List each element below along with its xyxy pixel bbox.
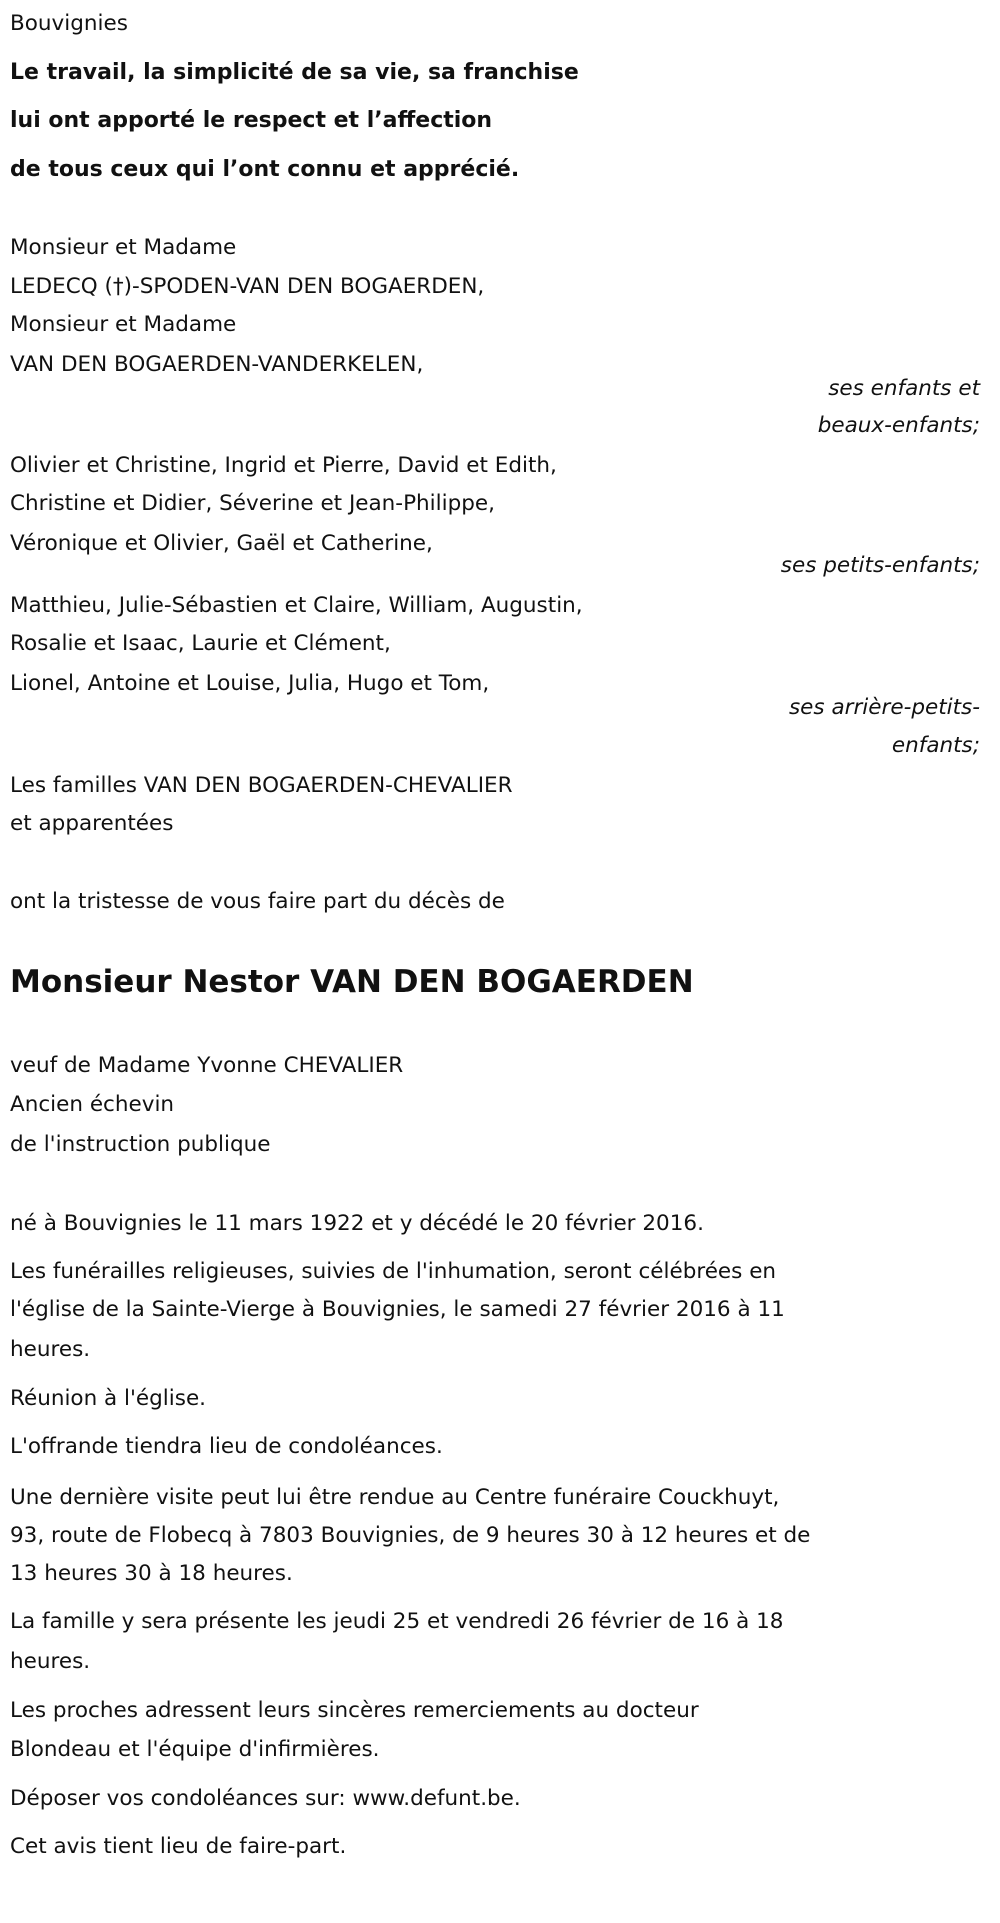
great-grandchildren-role: enfants;: [891, 733, 980, 758]
visit-line: Une dernière visite peut lui être rendue au Centre funéraire Couckhuyt,: [10, 1485, 780, 1510]
children-role: ses enfants et: [828, 376, 980, 401]
quote-line: lui ont apporté le respect et l’affection: [10, 108, 493, 133]
detail-line: Ancien échevin: [10, 1092, 175, 1117]
location: Bouvignies: [10, 11, 128, 36]
deceased-name: Monsieur Nestor VAN DEN BOGAERDEN: [10, 964, 694, 1000]
grandchildren-line: Olivier et Christine, Ingrid et Pierre, David et Edith,: [10, 453, 557, 478]
children-role: beaux-enfants;: [817, 413, 980, 438]
quote-line: Le travail, la simplicité de sa vie, sa franchise: [10, 60, 579, 85]
children-line: VAN DEN BOGAERDEN-VANDERKELEN,: [10, 352, 424, 377]
funeral-line: l'église de la Sainte-Vierge à Bouvignies, le samedi 27 février 2016 à 11: [10, 1297, 785, 1322]
thanks-line: Les proches adressent leurs sincères remerciements au docteur: [10, 1698, 699, 1723]
funeral-line: Les funérailles religieuses, suivies de l'inhumation, seront célébrées en: [10, 1259, 777, 1284]
children-line: LEDECQ (†)-SPODEN-VAN DEN BOGAERDEN,: [10, 274, 485, 299]
families-line: Les familles VAN DEN BOGAERDEN-CHEVALIER: [10, 773, 513, 798]
great-grandchildren-line: Lionel, Antoine et Louise, Julia, Hugo et Tom,: [10, 671, 490, 696]
visit-line: 93, route de Flobecq à 7803 Bouvignies, de 9 heures 30 à 12 heures et de: [10, 1523, 811, 1548]
quote-line: de tous ceux qui l’ont connu et apprécié.: [10, 157, 520, 182]
birth-death: né à Bouvignies le 11 mars 1922 et y décédé le 20 février 2016.: [10, 1211, 704, 1236]
families-line: et apparentées: [10, 811, 174, 836]
great-grandchildren-line: Matthieu, Julie-Sébastien et Claire, William, Augustin,: [10, 593, 583, 618]
funeral-line: heures.: [10, 1337, 91, 1362]
grandchildren-line: Véronique et Olivier, Gaël et Catherine,: [10, 531, 433, 556]
detail-line: de l'instruction publique: [10, 1132, 271, 1157]
thanks-line: Blondeau et l'équipe d'infirmières.: [10, 1737, 380, 1762]
meeting: Réunion à l'église.: [10, 1386, 207, 1411]
great-grandchildren-role: ses arrière-petits-: [788, 695, 980, 720]
grandchildren-role: ses petits-enfants;: [780, 553, 980, 578]
detail-line: veuf de Madame Yvonne CHEVALIER: [10, 1053, 404, 1078]
visit-line: 13 heures 30 à 18 heures.: [10, 1561, 293, 1586]
offering: L'offrande tiendra lieu de condoléances.: [10, 1434, 443, 1459]
grandchildren-line: Christine et Didier, Séverine et Jean-Philippe,: [10, 491, 495, 516]
family-presence-line: heures.: [10, 1649, 91, 1674]
great-grandchildren-line: Rosalie et Isaac, Laurie et Clément,: [10, 631, 391, 656]
family-presence-line: La famille y sera présente les jeudi 25 et vendredi 26 février de 16 à 18: [10, 1609, 784, 1634]
children-line: Monsieur et Madame: [10, 235, 237, 260]
announcement: ont la tristesse de vous faire part du décès de: [10, 889, 505, 914]
closing: Cet avis tient lieu de faire-part.: [10, 1834, 347, 1859]
children-line: Monsieur et Madame: [10, 312, 237, 337]
condolences: Déposer vos condoléances sur: www.defunt.be.: [10, 1786, 521, 1811]
